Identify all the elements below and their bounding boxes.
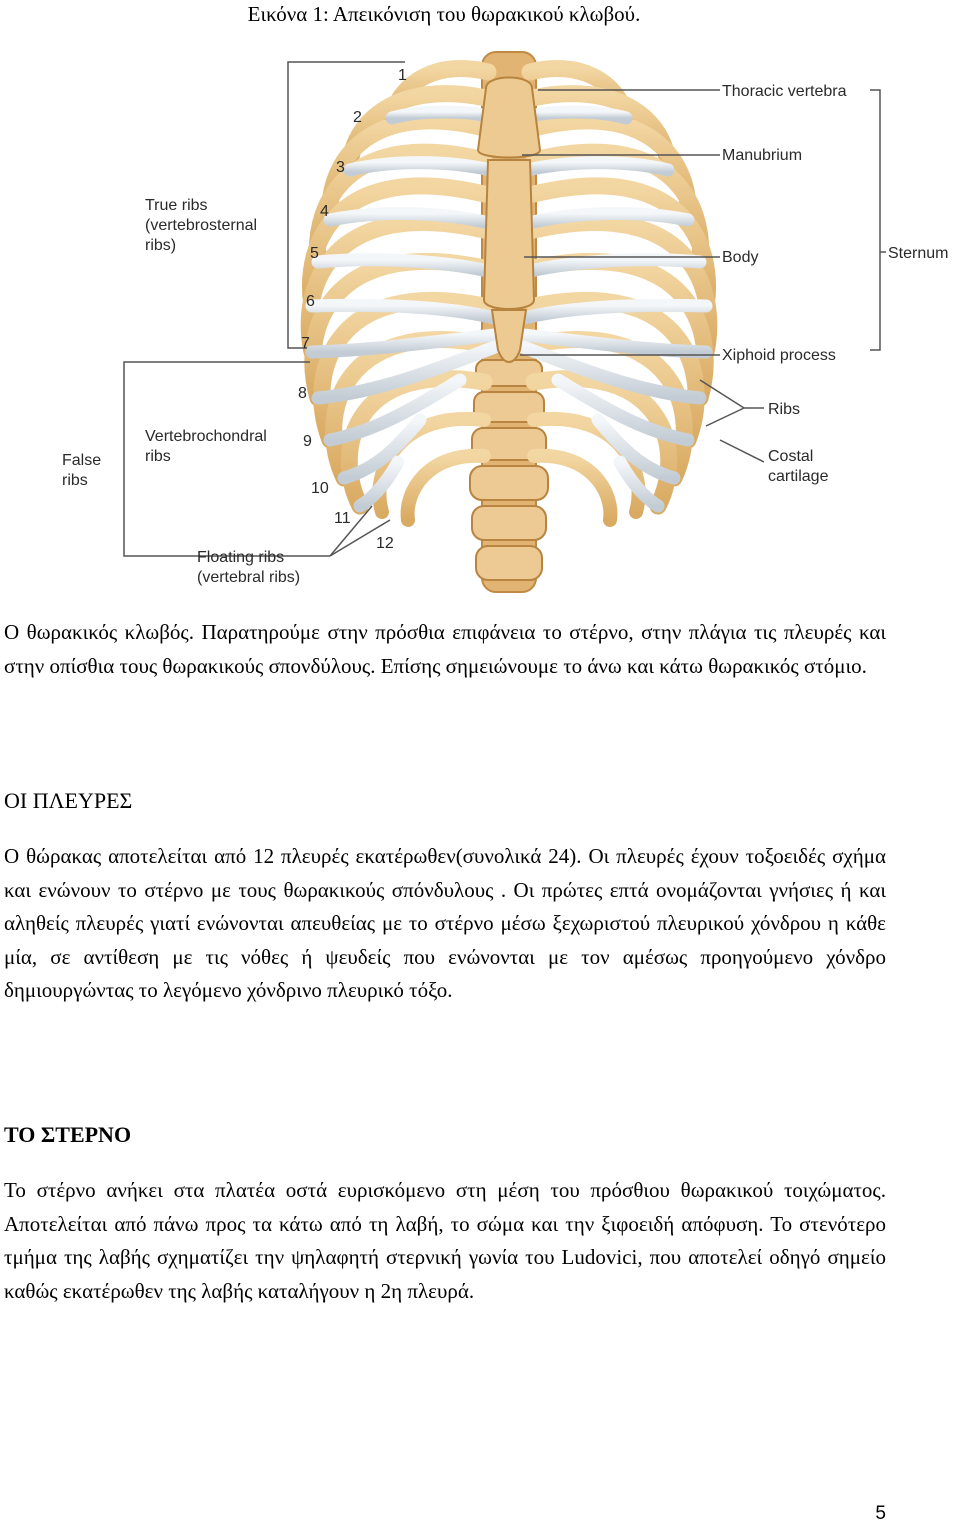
label-vertebral-ribs: (vertebral ribs) [197,569,301,586]
rib-number-5: 5 [310,245,319,262]
rib-number-10: 10 [311,480,329,497]
rib-number-2: 2 [353,109,362,126]
label-thoracic-vertebra: Thoracic vertebra [722,83,847,100]
rib-number-11: 11 [334,510,351,527]
rib-number-4: 4 [320,203,329,220]
label-manubrium: Manubrium [722,147,803,164]
rib-number-7: 7 [301,335,310,352]
label-ribs: Ribs [768,401,801,418]
label-true-ribs: True ribs [145,197,208,214]
rib-number-6: 6 [306,293,315,310]
heading-sternum: ΤΟ ΣΤΕΡΝΟ [4,1122,132,1147]
label-floating-ribs: Floating ribs [197,549,285,566]
label-cartilage: cartilage [768,468,829,485]
rib-number-9: 9 [303,433,312,450]
rib-number-3: 3 [336,159,345,176]
thoracic-cage-illustration [0,44,960,604]
page-number: 5 [875,1503,886,1524]
label-sternum: Sternum [888,245,949,262]
label-false: False [62,452,102,469]
thoracic-cage-figure [0,44,960,604]
label-xiphoid-process: Xiphoid process [722,347,836,364]
label-true-ribs-paren: ribs) [145,237,177,254]
figure-caption: Εικόνα 1: Απεικόνιση του θωρακικού κλωβού. [247,2,641,26]
label-costal: Costal [768,448,814,465]
label-vertebrosternal: (vertebrosternal [145,217,258,234]
heading-ribs: ΟΙ ΠΛΕΥΡΕΣ [4,788,133,813]
rib-number-12: 12 [376,535,394,552]
rib-number-1: 1 [398,67,407,84]
figure-description-paragraph: Ο θωρακικός κλωβός. Παρατηρούμε στην πρόσθια επιφάνεια το στέρνο, στην πλάγια τις πλευρές και στην οπίσθια τους θωρακικούς σπονδύλους. Επίσης σημειώνουμε το άνω και κάτω θωρακικός στόμιο. [4,620,886,678]
label-vertebrochondral: Vertebrochondral [145,428,267,445]
label-false-ribs: ribs [62,472,88,489]
ribs-paragraph: Ο θώρακας αποτελείται από 12 πλευρές εκατέρωθεν(συνολικά 24). Οι πλευρές έχουν τοξοειδές σχήμα και ενώνουν το στέρνο με τους θωρακικούς σπόνδυλους . Οι πρώτες επτά ονομάζονται γνήσιες ή και αληθείς πλευρές γιατί ενώνονται απευθείας με το στέρνο μέσω ξεχωριστού πλευρικού χόνδρου η κάθε μία, σε αντίθεση με τις νόθες ή ψευδείς που ενώνονται με τον αμέσως προηγούμενο χόνδρο δημιουργώντας το λεγόμενο χόνδρινο πλευρικό τόξο. [4,844,886,1002]
label-vertebrochondral-ribs: ribs [145,448,171,465]
rib-number-8: 8 [298,385,307,402]
sternum-paragraph: Το στέρνο ανήκει στα πλατέα οστά ευρισκόμενο στη μέση του πρόσθιου θωρακικού τοιχώματος. Αποτελείται από πάνω προς τα κάτω από τη λαβή, το σώμα και την ξιφοειδή απόφυση. Το στενότερο τμήμα της λαβής σχηματίζει την ψηλαφητή στερνική γωνία του Ludovici, που αποτελεί οδηγό σημείο καθώς εκατέρωθεν της λαβής καταλήγουν η 2η πλευρά. [4,1178,886,1303]
label-body: Body [722,249,759,266]
